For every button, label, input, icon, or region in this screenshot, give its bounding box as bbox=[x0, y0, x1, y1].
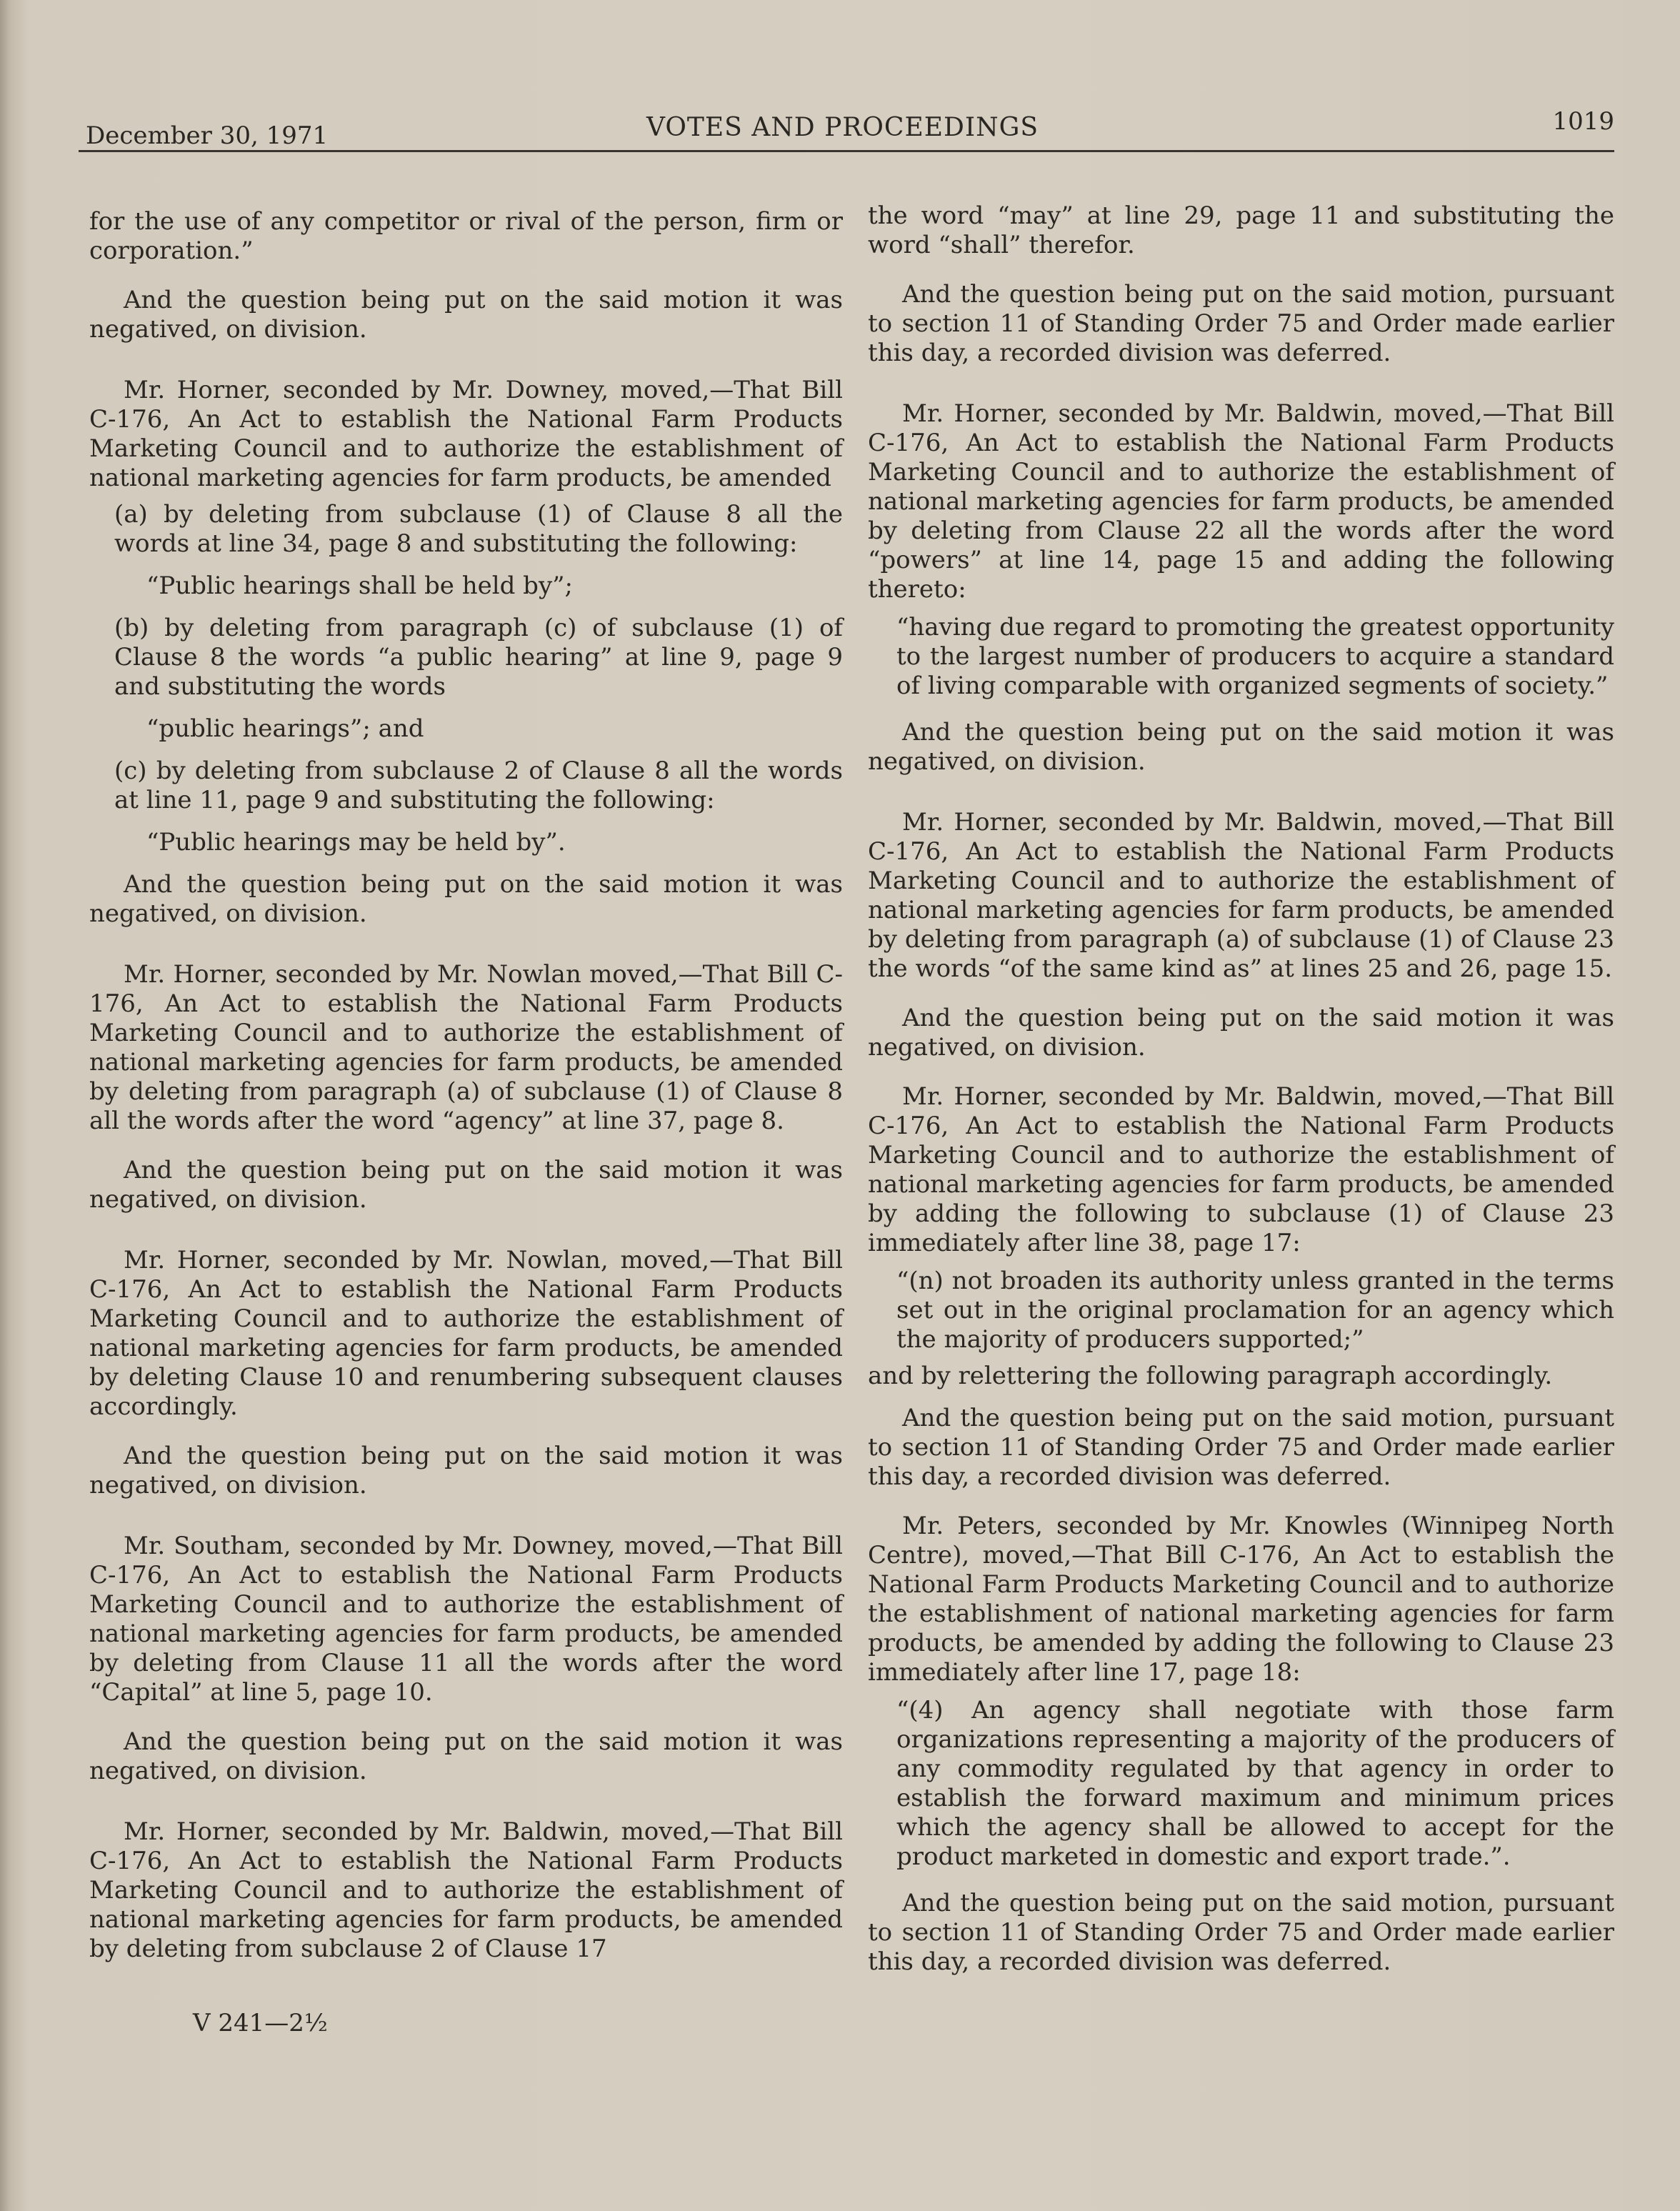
quoted-text: “(n) not broaden its authority unless granted in the terms set out in the original proclamation for an agency which the majority of producers supported;” bbox=[896, 1267, 1614, 1354]
header-title: VOTES AND PROCEEDINGS bbox=[646, 113, 1039, 142]
amendment-item: (b) by deleting from paragraph (c) of subclause (1) of Clause 8 the words “a public hearing” at line 9, page 9 and substituting the words bbox=[114, 614, 843, 701]
paragraph: the word “may” at line 29, page 11 and substituting the word “shall” therefor. bbox=[868, 201, 1614, 259]
quoted-text: “Public hearings may be held by”. bbox=[146, 828, 566, 857]
quoted-text: “Public hearings shall be held by”; bbox=[146, 572, 573, 600]
paragraph: Mr. Horner, seconded by Mr. Nowlan, moved,—That Bill C-176, An Act to establish the National Farm Products Marketing Council and to authorize the establishment of national marketing agencies for farm products, be amended by deleting Clause 10 and renumbering subsequent clauses accordingly. bbox=[89, 1246, 843, 1421]
header-date: December 30, 1971 bbox=[86, 121, 329, 150]
quoted-text: “having due regard to promoting the greatest opportunity to the largest number of producers to acquire a standard of living comparable with organized segments of society.” bbox=[896, 613, 1614, 700]
paragraph: And the question being put on the said motion, pursuant to section 11 of Standing Order 75 and Order made earlier this day, a recorded division was deferred. bbox=[868, 1404, 1614, 1491]
left-column bbox=[89, 207, 843, 1984]
paragraph: Mr. Horner, seconded by Mr. Downey, moved,—That Bill C-176, An Act to establish the National Farm Products Marketing Council and to authorize the establishment of national marketing agencies for farm products, be amended bbox=[89, 376, 843, 492]
paragraph: And the question being put on the said motion it was negatived, on division. bbox=[89, 1156, 843, 1214]
printer-signature-mark: V 241—2½ bbox=[193, 2009, 328, 2037]
paragraph: Mr. Horner, seconded by Mr. Baldwin, moved,—That Bill C-176, An Act to establish the National Farm Products Marketing Council and to authorize the establishment of national marketing agencies for farm products, be amended by adding the following to subclause (1) of Clause 23 immediately after line 38, page 17: bbox=[868, 1082, 1614, 1257]
paragraph: And the question being put on the said motion it was negatived, on division. bbox=[868, 1004, 1614, 1062]
quoted-text: “public hearings”; and bbox=[146, 714, 424, 743]
paragraph: and by relettering the following paragraph accordingly. bbox=[868, 1362, 1553, 1390]
paragraph: Mr. Horner, seconded by Mr. Nowlan moved,—That Bill C-176, An Act to establish the National Farm Products Marketing Council and to authorize the establishment of national marketing agencies for farm products, be amended by deleting from paragraph (a) of subclause (1) of Clause 8 all the words after the word “agency” at line 37, page 8. bbox=[89, 960, 843, 1135]
paragraph: for the use of any competitor or rival of the person, firm or corporation.” bbox=[89, 207, 843, 265]
paragraph: And the question being put on the said motion it was negatived, on division. bbox=[89, 1442, 843, 1499]
header-page-number: 1019 bbox=[1552, 107, 1614, 136]
amendment-item: (a) by deleting from subclause (1) of Clause 8 all the words at line 34, page 8 and substituting the following: bbox=[114, 500, 843, 558]
paragraph: And the question being put on the said motion it was negatived, on division. bbox=[89, 286, 843, 344]
paragraph: Mr. Peters, seconded by Mr. Knowles (Winnipeg North Centre), moved,—That Bill C-176, An Act to establish the National Farm Products Marketing Council and to authorize the establishment of national marketing agencies for farm products, be amended by adding the following to Clause 23 immediately after line 17, page 18: bbox=[868, 1512, 1614, 1687]
paragraph: And the question being put on the said motion it was negatived, on division. bbox=[89, 1727, 843, 1785]
paragraph: And the question being put on the said motion, pursuant to section 11 of Standing Order 75 and Order made earlier this day, a recorded division was deferred. bbox=[868, 1889, 1614, 1976]
paragraph: Mr. Horner, seconded by Mr. Baldwin, moved,—That Bill C-176, An Act to establish the National Farm Products Marketing Council and to authorize the establishment of national marketing agencies for farm products, be amended by deleting from subclause 2 of Clause 17 bbox=[89, 1817, 843, 1963]
page-header bbox=[79, 107, 1614, 152]
paragraph: And the question being put on the said motion it was negatived, on division. bbox=[868, 718, 1614, 776]
paragraph: Mr. Horner, seconded by Mr. Baldwin, moved,—That Bill C-176, An Act to establish the National Farm Products Marketing Council and to authorize the establishment of national marketing agencies for farm products, be amended by deleting from Clause 22 all the words after the word “powers” at line 14, page 15 and adding the following thereto: bbox=[868, 399, 1614, 604]
amendment-item: (c) by deleting from subclause 2 of Clause 8 all the words at line 11, page 9 and substituting the following: bbox=[114, 757, 843, 814]
paragraph: And the question being put on the said motion it was negatived, on division. bbox=[89, 870, 843, 928]
paragraph: Mr. Horner, seconded by Mr. Baldwin, moved,—That Bill C-176, An Act to establish the National Farm Products Marketing Council and to authorize the establishment of national marketing agencies for farm products, be amended by deleting from paragraph (a) of subclause (1) of Clause 23 the words “of the same kind as” at lines 25 and 26, page 15. bbox=[868, 808, 1614, 983]
paragraph: Mr. Southam, seconded by Mr. Downey, moved,—That Bill C-176, An Act to establish the National Farm Products Marketing Council and to authorize the establishment of national marketing agencies for farm products, be amended by deleting from Clause 11 all the words after the word “Capital” at line 5, page 10. bbox=[89, 1532, 843, 1707]
paragraph: And the question being put on the said motion, pursuant to section 11 of Standing Order 75 and Order made earlier this day, a recorded division was deferred. bbox=[868, 280, 1614, 367]
quoted-text: “(4) An agency shall negotiate with those farm organizations representing a majority of the producers of any commodity regulated by that agency in order to establish the forward maximum and minimum prices which the agency shall be allowed to accept for the product marketed in domestic and export trade.”. bbox=[896, 1696, 1614, 1871]
right-column bbox=[868, 201, 1614, 1997]
